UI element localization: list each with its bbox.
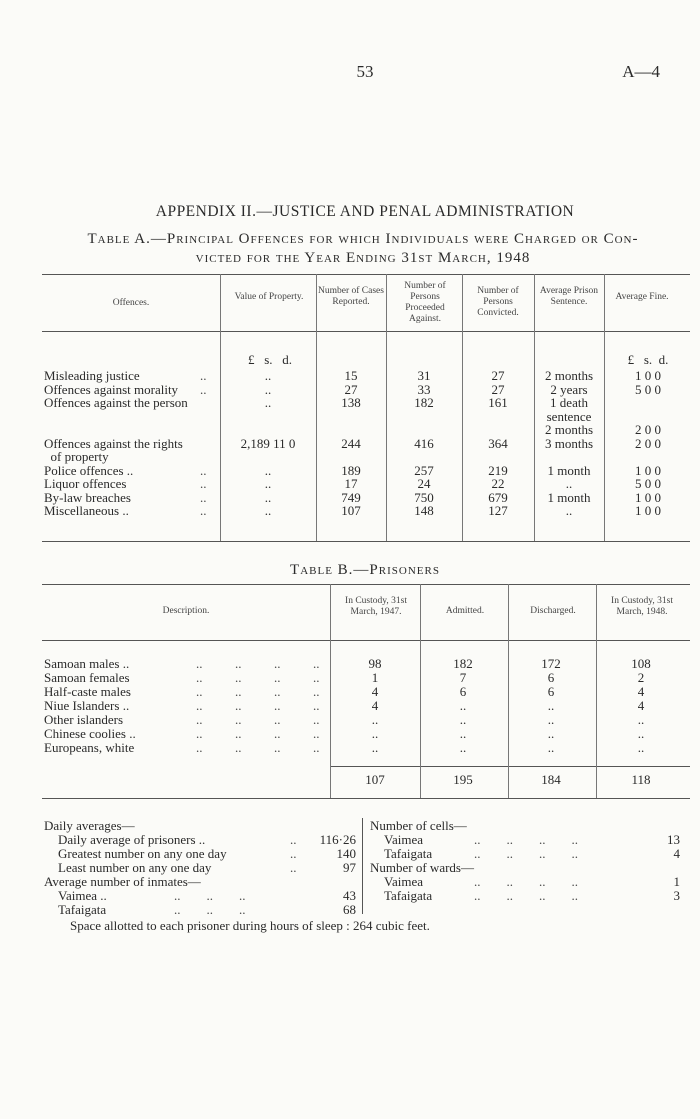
average-fine: 2 0 0 [635,422,661,437]
offence-leader: .. [200,489,207,505]
average-fine: 1 0 0 [635,489,661,505]
table-a-top-rule [42,274,690,275]
col-header-custody-1947: In Custody, 31st March, 1947. [345,596,407,617]
property-units: £ s. d. [247,352,293,367]
custody-1947: .. [371,712,379,727]
offence-name: Misleading justice [44,368,140,383]
offence-name: Offences against the rights [44,435,183,451]
cases-reported: 189 [341,462,361,478]
col-header-discharged: Discharged. [530,606,576,616]
average-value: 68 [343,902,356,917]
property-value: .. [264,462,272,478]
property-value: .. [264,489,272,505]
cases-reported: 244 [341,435,361,451]
offence-name: Offences against the person [44,395,188,410]
facility-label: Tafaigata [384,846,433,861]
custody-1948: 2 [637,670,645,685]
average-sentence: sentence [546,408,592,424]
persons-proceeded: 24 [417,476,431,491]
facility-value: 1 [673,874,680,889]
table-b-col-rule [330,584,331,798]
discharged: .. [547,740,555,755]
average-fine: 1 0 0 [635,368,661,383]
facility-leader: .. .. .. .. [474,832,578,847]
table-b-col-rule [596,584,597,798]
custody-1947: 98 [368,656,382,671]
averages-divider [362,818,363,914]
cases-reported: 27 [344,381,358,397]
prisoner-description: Europeans, white [44,740,135,755]
col-header-description: Description. [162,606,210,616]
facility-label: Tafaigata [384,888,433,903]
table-a-col-rule [386,274,387,541]
persons-convicted: 364 [488,435,508,451]
offence-leader: .. [200,462,207,478]
cases-reported: 138 [341,395,361,410]
admitted: .. [459,698,467,713]
facility-value: 13 [667,832,680,847]
custody-1948: 108 [631,656,651,671]
average-value: 140 [336,846,356,861]
facility-leader: .. .. .. .. [474,846,578,861]
table-b-top-rule [42,584,690,585]
average-leader: .. [290,860,297,875]
custody-1948: .. [637,740,645,755]
average-label: Greatest number on any one day [58,846,227,861]
table-b-bottom-rule [42,798,690,799]
persons-proceeded: 750 [414,489,434,505]
description-leader: .. .. .. .. [196,656,320,671]
table-a-col-rule [220,274,221,541]
persons-convicted: 27 [491,368,505,383]
admitted: 7 [459,670,467,685]
average-sentence: 1 death [550,395,588,410]
persons-proceeded: 182 [414,395,434,410]
average-label: Average number of inmates— [44,874,201,889]
col-header-cases-reported: Number of Cases Reported. [318,286,384,307]
persons-proceeded: 31 [417,368,431,383]
average-leader: .. .. .. [174,902,246,917]
average-value: 43 [343,888,356,903]
custody-1947: 1 [371,670,379,685]
custody-1947: .. [371,726,379,741]
admitted: 6 [459,684,467,699]
facility-leader: .. .. .. .. [474,888,578,903]
facility-value: 3 [673,888,680,903]
average-leader: .. .. .. [174,888,246,903]
custody-1947: 4 [371,698,379,713]
custody-1947: .. [371,740,379,755]
table-a-bottom-rule [42,541,690,542]
discharged: .. [547,726,555,741]
description-leader: .. .. .. .. [196,684,320,699]
offence-name: Liquor offences [44,476,127,491]
page-number: 53 [356,62,374,81]
offence-leader: .. [200,368,207,383]
col-header-average-fine: Average Fine. [615,292,669,302]
cases-reported: 17 [344,476,358,491]
cases-reported: 107 [341,503,361,518]
property-value: 2,189 11 0 [240,435,296,451]
total-discharged: 184 [541,772,561,787]
facility-label: Vaimea [384,874,423,889]
average-sentence: 2 years [550,381,588,397]
persons-proceeded: 257 [414,462,434,478]
offence-leader: .. [200,381,207,397]
average-label: Tafaigata [58,902,107,917]
description-leader: .. .. .. .. [196,726,320,741]
custody-1948: 4 [637,698,645,713]
col-header-average-prison-sentence: Average Prison Sentence. [539,286,599,307]
space-allotted-note: Space allotted to each prisoner during hours of sleep : 264 cubic feet. [70,918,430,933]
average-leader: .. [290,832,297,847]
average-sentence: .. [565,476,573,491]
average-sentence: 3 months [544,435,594,451]
average-label: Vaimea .. [58,888,107,903]
col-header-admitted: Admitted. [445,606,485,616]
prisoner-description: Samoan males .. [44,656,130,671]
total-custody-1948: 118 [631,772,651,787]
total-admitted: 195 [453,772,473,787]
col-header-persons-convicted: Number of Persons Convicted. [477,286,519,318]
admitted: .. [459,712,467,727]
cases-reported: 749 [341,489,361,505]
average-fine: 2 0 0 [635,435,661,451]
property-value: .. [264,395,272,410]
prisoner-description: Chinese coolies .. [44,726,136,741]
offence-leader: .. [200,503,207,518]
custody-1948: 4 [637,684,645,699]
average-sentence: 1 month [547,489,591,505]
custody-1948: .. [637,726,645,741]
average-label: Least number on any one day [58,860,212,875]
prisoner-description: Niue Islanders .. [44,698,130,713]
property-value: .. [264,503,272,518]
custody-1948: .. [637,712,645,727]
discharged: .. [547,698,555,713]
col-header-offences: Offences. [112,298,150,308]
custody-1947: 4 [371,684,379,699]
table-b-header-rule [42,640,690,641]
table-a-title [48,230,678,268]
admitted: .. [459,740,467,755]
average-sentence: 1 month [547,462,591,478]
description-leader: .. .. .. .. [196,698,320,713]
offence-name: Miscellaneous .. [44,503,129,518]
facility-label: Number of wards— [370,860,474,875]
description-leader: .. .. .. .. [196,712,320,727]
facility-label: Number of cells— [370,818,467,833]
page-reference: A—4 [622,62,660,81]
average-value: 116·26 [319,832,356,847]
average-fine: 5 0 0 [635,476,661,491]
table-a-title-line2: victed for the Year Ending 31st March, 1948 [195,250,531,266]
persons-convicted: 127 [488,503,508,518]
persons-proceeded: 33 [417,381,431,397]
average-fine: 1 0 0 [635,503,661,518]
table-a-col-rule [462,274,463,541]
table-a-title-line1: Table A.—Principal Offences for which Individuals were Charged or Con- [87,231,639,247]
table-a-header-rule [42,331,690,332]
discharged: 6 [547,670,555,685]
average-sentence: 2 months [544,368,594,383]
average-sentence: 2 months [544,422,594,437]
offence-name: By-law breaches [44,489,131,505]
col-header-persons-proceeded: Number of Persons Proceeded Against. [404,281,446,324]
table-a-col-rule [316,274,317,541]
offence-name: of property [44,449,109,464]
facility-leader: .. .. .. .. [474,874,578,889]
table-b-col-rule [420,584,421,798]
offence-leader: .. [200,476,207,491]
prisoner-description: Samoan females [44,670,130,685]
description-leader: .. .. .. .. [196,670,320,685]
average-value: 97 [343,860,356,875]
cases-reported: 15 [344,368,358,383]
facility-label: Vaimea [384,832,423,847]
prisoner-description: Other islanders [44,712,124,727]
table-b-total-rule [330,766,690,767]
offence-name: Offences against morality [44,381,179,397]
property-value: .. [264,476,272,491]
property-value: .. [264,381,272,397]
offence-name: Police offences .. [44,462,134,478]
persons-proceeded: 416 [414,435,434,451]
persons-convicted: 22 [491,476,505,491]
admitted: .. [459,726,467,741]
col-header-custody-1948: In Custody, 31st March, 1948. [611,596,673,617]
average-fine: 5 0 0 [635,381,661,397]
prisoner-description: Half-caste males [44,684,131,699]
table-a-col-rule [604,274,605,541]
discharged: 172 [541,656,561,671]
fine-units: £ s. d. [627,352,669,367]
table-b-title: Table B.—Prisoners [290,562,440,578]
appendix-title: APPENDIX II.—JUSTICE AND PENAL ADMINISTRATION [155,203,575,220]
property-value: .. [264,368,272,383]
average-label: Daily averages— [44,818,135,833]
average-label: Daily average of prisoners .. [58,832,206,847]
discharged: 6 [547,684,555,699]
admitted: 182 [453,656,473,671]
total-custody-1947: 107 [365,772,385,787]
table-a-col-rule [534,274,535,541]
table-b-col-rule [508,584,509,798]
average-fine: 1 0 0 [635,462,661,478]
average-sentence: .. [565,503,573,518]
persons-proceeded: 148 [414,503,434,518]
facility-value: 4 [673,846,680,861]
persons-convicted: 161 [488,395,508,410]
discharged: .. [547,712,555,727]
average-leader: .. [290,846,297,861]
persons-convicted: 219 [488,462,508,478]
persons-convicted: 679 [488,489,508,505]
description-leader: .. .. .. .. [196,740,320,755]
col-header-value-of-property: Value of Property. [234,292,304,302]
persons-convicted: 27 [491,381,505,397]
